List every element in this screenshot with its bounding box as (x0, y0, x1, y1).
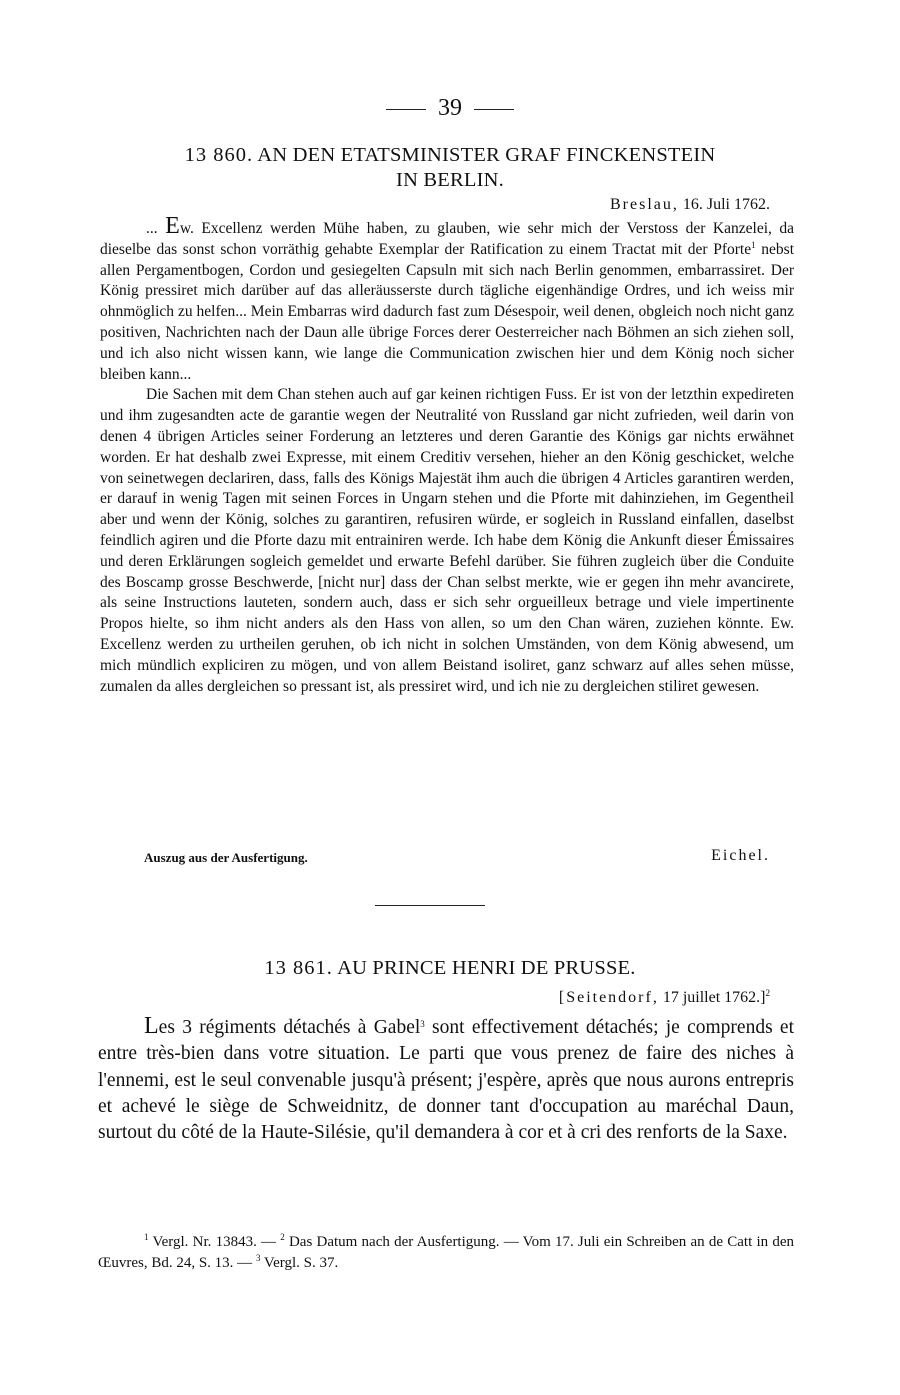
ellipsis: ... (146, 220, 166, 237)
dateline-date: 16. Juli 1762. (682, 196, 770, 213)
dateline (559, 988, 770, 1008)
page-number: 39 (438, 95, 462, 121)
letter-paragraph: Die Sachen mit dem Chan stehen auch auf gar keinen richtigen Fuss. Er ist von der letzthin expedireten und ihm zugesandten acte de garantie wegen der Neutralité von Russland gar nicht zufrieden, weil darin von denen 4 übrigen Articles seiner Forderung an letzteres und deren Garantie des Königs gar nichts erwähnet worden. Er hat deshalb zwei Expresse, mit einem Creditiv versehen, hieher an den König geschicket, welche von seinetwegen declariren, dass, falls des Königs Majestät ihm auch die übrigen 4 Articles garantiren werden, er darauf in wenig Tagen mit seinen Forces in Ungarn stehen und die Pforte mit dahinziehen, im Gegentheil aber und wenn der König, solches zu garantiren, refusiren würde, er sogleich in Russland einfallen, daselbst feindlich agiren und die Pforte dazu mit entrainiren werde. Ich habe dem König die Ankunft dieser Émissaires und deren Erklärungen sogleich gemeldet und erwarte Befehl darüber. Sie führen zugleich über die Conduite des Boscamp grosse Beschwerde, [nicht nur] dass der Chan selbst merkte, wie er gegen ihn mehr avancirete, als seine Instructions lauteten, sondern auch, dass er sich sehr orgueilleux betrage und viele impertinente Propos hielte, so ihm nicht anders als den Hass von allen, so um den Chan wären, zuziehen könnte. Ew. Excellenz werden zu urtheilen geruhen, ob ich nicht in solchen Umständen, von dem König abwesend, um mich mündlich expliciren zu mögen, und von allem Beistand isoliret, ganz schwarz auf alles sehen müsse, zumalen da alles dergleichen so pressant ist, als pressiret wird, und ich nie zu dergleichen stiliret gewesen. (100, 386, 794, 695)
paragraph-text: es 3 régiments détachés à Gabel (158, 1017, 421, 1038)
paragraph-text-cont: nebst allen Pergamentbogen, Cordon und gesiegelten Capsuln mit sich nach Berlin genommen, embarrassiret. Der König pressiret mich darüber auf das alleräusserste durch tägliche eigenhändige Ordres, und ich weiss mir ohnmöglich zu helfen... Mein Embarras wird dadurch fast zum Désespoir, weil denen, obgleich noch nicht ganz positiven, Nachrichten nach der Daun alle übrige Forces derer Oesterreicher nach Böhmen an sich ziehen soll, und ich also nicht wissen kann, wie lange die Communication zwischen hier und dem König noch sicher bleiben kann... (100, 240, 795, 383)
footnote-ref: 2 (765, 988, 770, 998)
letter-heading (100, 143, 800, 168)
footnote-mark: 3 (255, 1253, 261, 1263)
letter-body (100, 213, 795, 697)
letter-body (98, 1013, 794, 1146)
page-number-row (0, 94, 900, 122)
footnote-ref: 3 (420, 1019, 425, 1029)
letter-number: 13 861. (264, 957, 333, 979)
footnotes (98, 1232, 794, 1274)
drop-initial: E (165, 213, 180, 239)
source-note: Auszug aus der Ausfertigung. (144, 850, 308, 865)
page-number-dash-right (474, 109, 514, 110)
letter-paragraph (98, 1013, 794, 1146)
dateline-date: 17 juillet 1762.] (662, 989, 766, 1006)
paragraph-text: w. Excellenz werden Mühe haben, zu glauben, wie sehr mich der Verstoss der Kanzelei, da dieselbe das sonst schon vorräthig gehabte Exemplar der Ratification zu einem Tractat mit der Pforte (100, 220, 795, 258)
letter-paragraph (100, 213, 795, 385)
dateline (610, 195, 770, 215)
footnote-ref: 1 (751, 239, 756, 250)
footnote-text: Das Datum nach der Ausfertigung. — Vom 17. Juli ein Schreiben an de Catt in den Œuvres, Bd. 24, S. 13. — (98, 1234, 795, 1271)
paragraph-text-cont: sont effectivement détachés; je comprends et entre très-bien dans votre situation. Le parti que vous prenez de faire des niches à l'ennemi, est le seul convenable jusqu'à présent; j'espère, après que nous aurons entrepris et achevé le siège de Schweidnitz, de donner tant d'occupation au maréchal Daun, surtout du côté de la Haute-Silésie, qu'il demandera à cor et à cri des renforts de la Saxe. (98, 1017, 795, 1144)
signature: Eichel. (711, 847, 770, 864)
footnote-text: Vergl. Nr. 13843. — (148, 1234, 281, 1250)
letter-title: AU PRINCE HENRI DE PRUSSE. (337, 957, 636, 979)
dateline-place: [Seitendorf, (558, 989, 659, 1006)
letter-title-line1: AN DEN ETATSMINISTER GRAF FINCKENSTEIN (257, 144, 716, 166)
letter-heading (100, 956, 800, 981)
footnote-mark: 2 (280, 1232, 285, 1242)
footnote-mark: 1 (144, 1232, 149, 1242)
page-number-dash-left (386, 109, 426, 110)
signature-row (144, 849, 770, 867)
footnote-text: Vergl. S. 37. (260, 1255, 339, 1271)
letter-title-line2: IN BERLIN. (396, 169, 504, 191)
section-divider (375, 905, 485, 906)
dateline-place: Breslau, (610, 196, 679, 213)
drop-initial: L (144, 1013, 159, 1039)
footnote-block (98, 1232, 794, 1274)
letter-heading-line2 (100, 168, 800, 193)
letter-number: 13 860. (184, 144, 254, 166)
